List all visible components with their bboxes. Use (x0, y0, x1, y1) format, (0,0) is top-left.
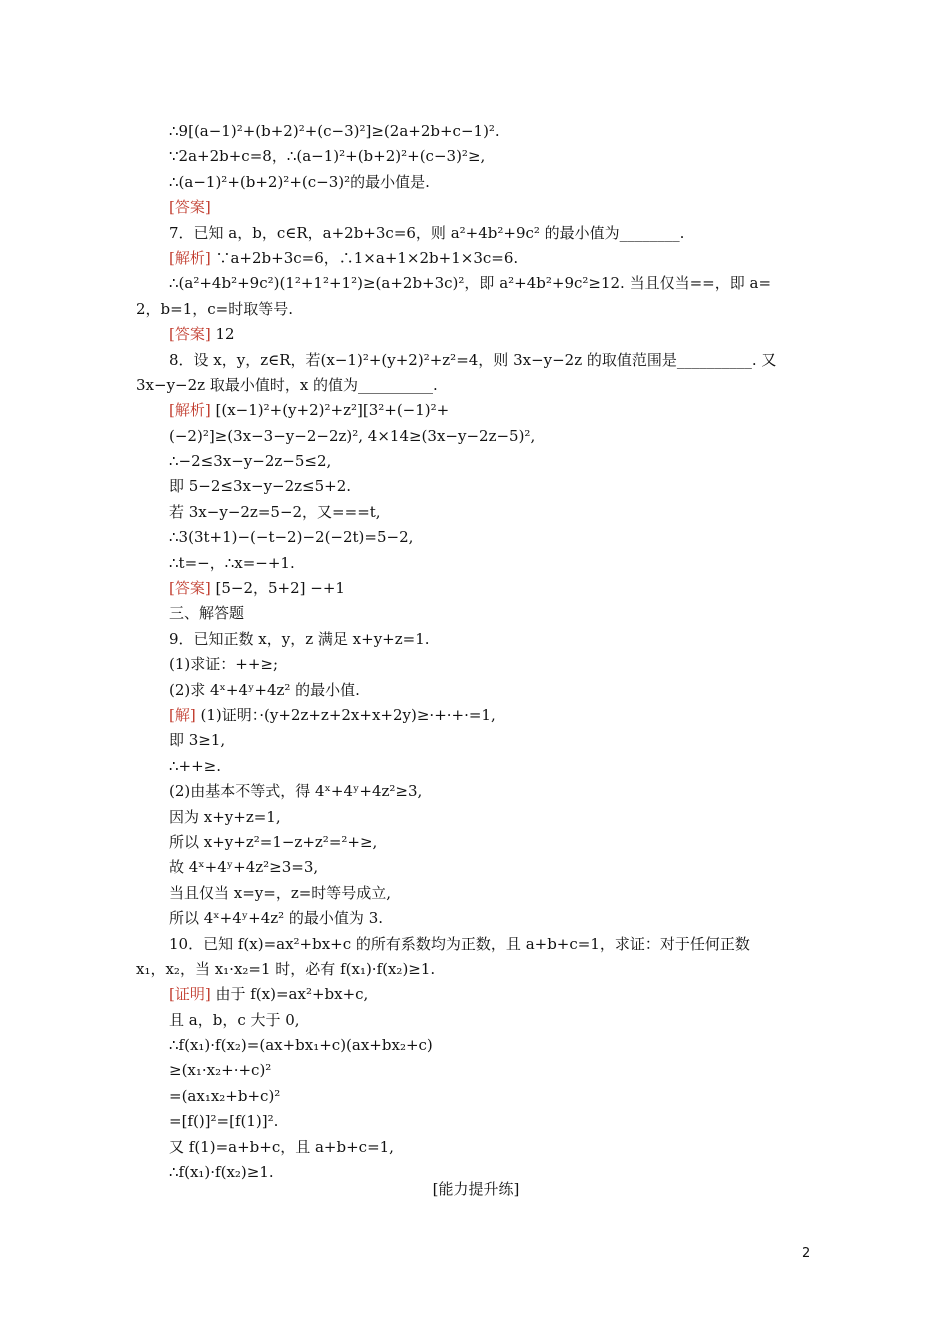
line-text: (2)求 4ˣ+4ʸ+4z² 的最小值. (169, 680, 360, 699)
text-line (136, 576, 816, 601)
line-text: 8．设 x，y，z∈R，若(x−1)²+(y+2)²+z²=4，则 3x−y−2z 的取值范围是__________. 又 (169, 350, 777, 369)
line-text: ∴(a−1)²+(b+2)²+(c−3)²的最小值是. (169, 172, 430, 191)
text-line (136, 474, 816, 499)
line-text: 又 f(1)=a+b+c，且 a+b+c=1, (169, 1137, 394, 1156)
text-line (136, 627, 816, 652)
text-line (136, 678, 816, 703)
line-text: 即 5−2≤3x−y−2z≤5+2. (169, 477, 352, 496)
text-line (136, 221, 816, 246)
line-text: 故 4ˣ+4ʸ+4z²≥3=3, (169, 858, 319, 877)
text-line (136, 119, 816, 144)
page-number: 2 (802, 1246, 811, 1261)
line-text: (1)证明：·(y+2z+z+2x+x+2y)≥·+·+·=1, (195, 705, 496, 724)
line-text: ∴t=−，∴x=−+1. (169, 553, 295, 572)
line-text: ∴f(x₁)·f(x₂)≥1. (169, 1163, 274, 1182)
document-body (136, 119, 816, 1185)
text-line (136, 754, 816, 779)
text-line (136, 728, 816, 753)
text-line (136, 1008, 816, 1033)
text-line (136, 881, 816, 906)
line-text: 若 3x−y−2z=5−2，又===t, (169, 502, 381, 521)
text-line (136, 1109, 816, 1134)
line-text: 12 (210, 325, 235, 344)
answer-tag: [解析] (169, 401, 211, 420)
line-text: ∴(a²+4b²+9c²)(1²+1²+1²)≥(a+2b+3c)²，即 a²+4b²+9c²≥12. 当且仅当==，即 a= (169, 274, 772, 293)
line-text: ∴f(x₁)·f(x₂)=(ax+bx₁+c)(ax+bx₂+c) (169, 1036, 433, 1055)
line-text: 3x−y−2z 取最小值时，x 的值为__________. (136, 375, 438, 394)
line-text: 所以 4ˣ+4ʸ+4z² 的最小值为 3. (169, 909, 384, 928)
line-text: ∴3(3t+1)−(−t−2)−2(−2t)=5−2, (169, 528, 414, 547)
text-line (136, 170, 816, 195)
answer-tag: [解析] (169, 248, 211, 267)
text-line (136, 195, 816, 220)
line-text: (1)求证：++≥; (169, 655, 279, 674)
text-line (136, 703, 816, 728)
line-text: 且 a，b，c 大于 0, (169, 1010, 300, 1029)
text-line (136, 1058, 816, 1083)
text-line (136, 779, 816, 804)
line-text: ∵a+2b+3c=6，∴1×a+1×2b+1×3c=6. (210, 248, 519, 267)
line-text: ∴−2≤3x−y−2z−5≤2, (169, 452, 332, 471)
text-line (136, 322, 816, 347)
text-line (136, 398, 816, 423)
text-line (136, 1135, 816, 1160)
answer-tag: [答案] (169, 325, 211, 344)
line-text: [(x−1)²+(y+2)²+z²][3²+(−1)²+ (210, 401, 450, 420)
text-line (136, 906, 816, 931)
answer-tag: [解] (169, 705, 196, 724)
text-line (136, 449, 816, 474)
text-line (136, 855, 816, 880)
text-line (136, 297, 816, 322)
line-text: ∵2a+2b+c=8，∴(a−1)²+(b+2)²+(c−3)²≥, (169, 147, 486, 166)
text-line (136, 1033, 816, 1058)
answer-tag: [证明] (169, 985, 211, 1004)
text-line (136, 144, 816, 169)
text-line (136, 652, 816, 677)
line-text: [5−2，5+2] −+1 (210, 579, 345, 598)
line-text: ∴++≥. (169, 756, 222, 775)
answer-tag: [答案] (169, 579, 211, 598)
text-line (136, 830, 816, 855)
line-text: =(ax₁x₂+b+c)² (169, 1086, 281, 1105)
text-line (136, 271, 816, 296)
text-line (136, 373, 816, 398)
text-line (136, 601, 816, 626)
text-line (136, 1084, 816, 1109)
line-text: 由于 f(x)=ax²+bx+c, (210, 985, 369, 1004)
text-line (136, 500, 816, 525)
line-text: 当且仅当 x=y=，z=时等号成立, (169, 883, 392, 902)
line-text: x₁，x₂，当 x₁·x₂=1 时，必有 f(x₁)·f(x₂)≥1. (136, 959, 436, 978)
section-footer-wrap (136, 1177, 816, 1202)
text-line (136, 932, 816, 957)
line-text: 9．已知正数 x，y，z 满足 x+y+z=1. (169, 629, 430, 648)
line-text: 即 3≥1, (169, 731, 226, 750)
line-text: 因为 x+y+z=1, (169, 807, 281, 826)
line-text: =[f()]²=[f(1)]². (169, 1112, 279, 1131)
line-text: (−2)²]≥(3x−3−y−2−2z)², 4×14≥(3x−y−2z−5)², (169, 426, 536, 445)
line-text: 三、解答题 (169, 604, 245, 623)
line-text: ≥(x₁·x₂+·+c)² (169, 1061, 272, 1080)
text-line (136, 525, 816, 550)
text-line (136, 805, 816, 830)
text-line (136, 246, 816, 271)
text-line (136, 957, 816, 982)
text-line (136, 982, 816, 1007)
answer-tag: [答案] (169, 198, 211, 217)
line-text: 10．已知 f(x)=ax²+bx+c 的所有系数均为正数，且 a+b+c=1，求证：对于任何正数 (169, 934, 750, 953)
section-footer: [能力提升练] (432, 1180, 520, 1198)
line-text: 2，b=1，c=时取等号. (136, 299, 293, 318)
text-line (136, 348, 816, 373)
line-text: (2)由基本不等式，得 4ˣ+4ʸ+4z²≥3, (169, 782, 423, 801)
text-line (136, 424, 816, 449)
text-line (136, 551, 816, 576)
line-text: 所以 x+y+z²=1−z+z²=²+≥, (169, 832, 378, 851)
line-text: ∴9[(a−1)²+(b+2)²+(c−3)²]≥(2a+2b+c−1)². (169, 122, 500, 140)
line-text: 7．已知 a，b，c∈R，a+2b+3c=6，则 a²+4b²+9c² 的最小值为________. (169, 223, 685, 242)
